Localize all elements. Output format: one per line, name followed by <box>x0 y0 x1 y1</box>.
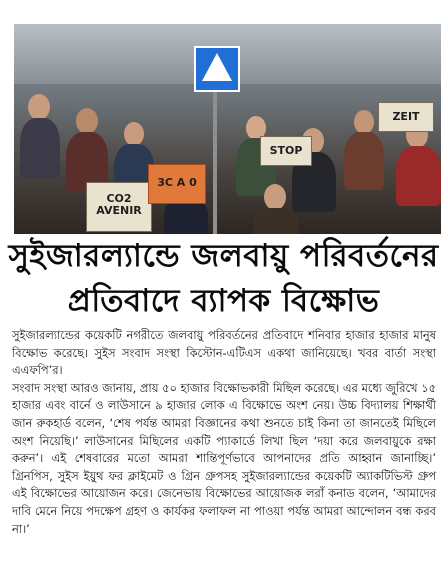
placard <box>260 136 312 166</box>
placard <box>378 102 434 132</box>
crowd-person <box>76 108 98 134</box>
placard <box>86 182 152 232</box>
placard-text: ZEIT <box>392 110 420 123</box>
article-body <box>12 327 436 538</box>
crowd-person <box>28 94 50 120</box>
crowd-person <box>264 184 286 210</box>
placard-text: STOP <box>269 144 303 157</box>
placard-text: CO2 AVENIR <box>96 192 142 217</box>
crowd-person <box>20 118 60 178</box>
crowd-person <box>344 132 384 190</box>
headline-line-1: সুইজারল্যান্ডে জলবায়ু পরিবর্তনের <box>8 238 439 274</box>
placard-text: 3C A 0 <box>157 176 197 189</box>
article-paragraph-1: সুইজারল্যান্ডের কয়েকটি নগরীতে জলবায়ু পরিবর্তনের প্রতিবাদে শনিবার হাজার হাজার মানুষ বিক্ষোভ করেছে। সুইস সংবাদ সংস্থা কিস্টোন-এটিএস একথা জানিয়েছে। খবর বার্তা সংস্থা এএফপি’র। <box>12 328 436 378</box>
crowd-person <box>396 146 441 206</box>
headline-line-2: প্রতিবাদে ব্যাপক বিক্ষোভ <box>67 283 380 319</box>
crowd-person <box>354 110 374 134</box>
protest-photo <box>14 24 441 234</box>
placard <box>148 164 206 204</box>
crowd-person <box>254 208 298 234</box>
article-paragraph-2: সংবাদ সংস্থা আরও জানায়, প্রায় ৫০ হাজার বিক্ষোভকারী মিছিল করেছে। এর মধ্যে জুরিখে ১৫ হাজার এবং বার্নে ও লাউসানে ৯ হাজার লোক এ বিক্ষোভে অংশ নেয়। উচ্চ বিদ্যালয় শিক্ষার্থী জান রুকহার্ড বলেন, ‘শেষ পর্যন্ত আমরা বিজ্ঞানের কথা শুনতে চাই কিনা তা জানতেই মিছিলে অংশ নিয়েছি।’ লাউসানের মিছিলের একটি প্যাকার্ডে লিখা ছিল ‘দয়া করে জলবায়ুকে রক্ষা করুন’। এই শেষবারের মতো আমরা শান্তিপূর্ণভাবে আপনাদের প্রতি আহ্বান জানাচ্ছি।’ গ্রিনপিস, সুইস ইয়ুথ ফর ক্লাইমেট ও গ্রিন গ্রুপসহ সুইজারল্যান্ডের কয়েকটি অ্যাকটিভিস্ট গ্রুপ এই বিক্ষোভের আয়োজন করে। জেনেভায় বিক্ষোভের আয়োজক লরাঁ কনাড বলেন, ‘আমাদের দাবি মেনে নিয়ে পদক্ষেপ গ্রহণ ও কার্যকর ফলাফল না পাওয়া পর্যন্ত আমরা আন্দোলন বন্ধ করব না।’ <box>12 380 436 536</box>
pedestrian-crossing-sign-icon <box>194 46 240 92</box>
crowd-person <box>124 122 144 146</box>
pedestrian-triangle-icon <box>202 53 232 81</box>
sign-pole <box>213 88 217 234</box>
